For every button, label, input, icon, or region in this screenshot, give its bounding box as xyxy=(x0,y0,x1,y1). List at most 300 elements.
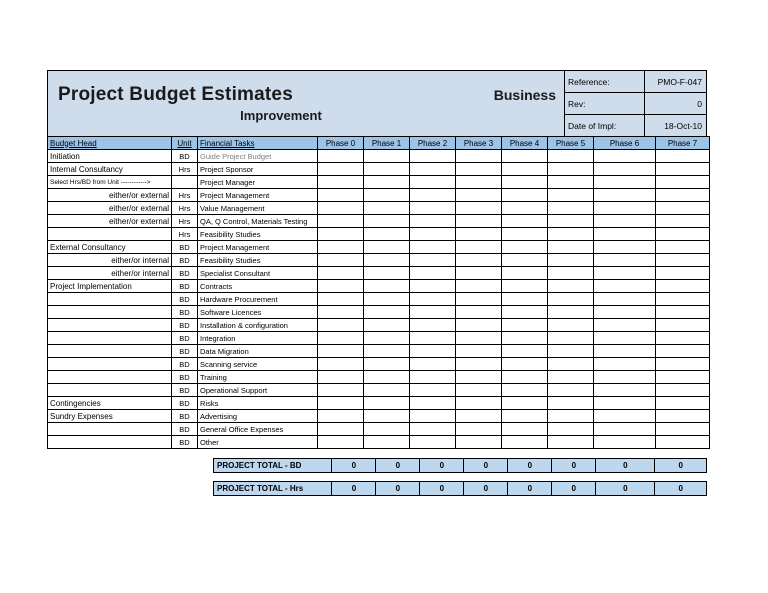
table-row xyxy=(48,319,710,332)
cell-phase-7-row-5[interactable] xyxy=(656,215,710,228)
cell-phase-2-row-12[interactable] xyxy=(410,306,456,319)
cell-phase-3-row-16[interactable] xyxy=(456,358,502,371)
cell-phase-7-row-9[interactable] xyxy=(656,267,710,280)
cell-phase-4-row-8[interactable] xyxy=(502,254,548,267)
cell-phase-1-row-9[interactable] xyxy=(364,267,410,280)
cell-budget-head: either/or internal xyxy=(48,254,172,267)
cell-phase-2-row-20[interactable] xyxy=(410,410,456,423)
cell-financial-task: Project Manager xyxy=(198,176,318,189)
cell-phase-3-row-13[interactable] xyxy=(456,319,502,332)
cell-financial-task: Training xyxy=(198,371,318,384)
table-row xyxy=(48,345,710,358)
cell-phase-4-row-19[interactable] xyxy=(502,397,548,410)
meta-label-reference: Reference: xyxy=(568,76,610,87)
totals-value-phase-0: 0 xyxy=(332,459,376,473)
cell-phase-3-row-9[interactable] xyxy=(456,267,502,280)
column-header-financial-tasks: Financial Tasks xyxy=(198,137,318,150)
cell-phase-4-row-14[interactable] xyxy=(502,332,548,345)
totals-row xyxy=(214,482,707,496)
totals-value-phase-4: 0 xyxy=(508,482,552,496)
cell-phase-0-row-20[interactable] xyxy=(318,410,364,423)
cell-financial-task: Specialist Consultant xyxy=(198,267,318,280)
cell-unit: BD xyxy=(172,423,198,436)
cell-phase-2-row-16[interactable] xyxy=(410,358,456,371)
cell-phase-5-row-22[interactable] xyxy=(548,436,594,449)
cell-phase-2-row-14[interactable] xyxy=(410,332,456,345)
column-header-budget-head: Budget Head xyxy=(48,137,172,150)
table-row xyxy=(48,267,710,280)
cell-budget-head xyxy=(48,228,172,241)
cell-phase-6-row-20[interactable] xyxy=(594,410,656,423)
budget-table-header-row xyxy=(48,137,710,150)
column-header-phase-1: Phase 1 xyxy=(364,137,410,150)
cell-budget-head: Select Hrs/BD from Unit ------------> xyxy=(48,176,172,189)
cell-unit xyxy=(172,176,198,189)
cell-phase-0-row-12[interactable] xyxy=(318,306,364,319)
table-row xyxy=(48,423,710,436)
totals-row xyxy=(214,459,707,473)
cell-phase-7-row-4[interactable] xyxy=(656,202,710,215)
cell-phase-2-row-18[interactable] xyxy=(410,384,456,397)
cell-phase-0-row-0[interactable] xyxy=(318,150,364,163)
cell-phase-3-row-4[interactable] xyxy=(456,202,502,215)
cell-phase-4-row-18[interactable] xyxy=(502,384,548,397)
cell-phase-6-row-22[interactable] xyxy=(594,436,656,449)
cell-phase-4-row-17[interactable] xyxy=(502,371,548,384)
cell-phase-2-row-8[interactable] xyxy=(410,254,456,267)
column-header-phase-3: Phase 3 xyxy=(456,137,502,150)
cell-unit: Hrs xyxy=(172,215,198,228)
column-header-phase-2: Phase 2 xyxy=(410,137,456,150)
cell-financial-task: Hardware Procurement xyxy=(198,293,318,306)
cell-unit: BD xyxy=(172,410,198,423)
table-row xyxy=(48,332,710,345)
cell-phase-3-row-20[interactable] xyxy=(456,410,502,423)
title-band xyxy=(47,70,707,136)
cell-unit: BD xyxy=(172,280,198,293)
cell-budget-head xyxy=(48,332,172,345)
cell-phase-3-row-5[interactable] xyxy=(456,215,502,228)
cell-phase-2-row-17[interactable] xyxy=(410,371,456,384)
cell-financial-task: General Office Expenses xyxy=(198,423,318,436)
cell-phase-3-row-19[interactable] xyxy=(456,397,502,410)
cell-phase-1-row-7[interactable] xyxy=(364,241,410,254)
cell-phase-1-row-10[interactable] xyxy=(364,280,410,293)
cell-phase-6-row-12[interactable] xyxy=(594,306,656,319)
cell-phase-6-row-1[interactable] xyxy=(594,163,656,176)
budget-table xyxy=(47,136,710,449)
totals-value-phase-5: 0 xyxy=(552,482,596,496)
cell-phase-5-row-2[interactable] xyxy=(548,176,594,189)
cell-phase-6-row-0[interactable] xyxy=(594,150,656,163)
cell-phase-4-row-21[interactable] xyxy=(502,423,548,436)
cell-budget-head: either/or internal xyxy=(48,267,172,280)
cell-phase-2-row-19[interactable] xyxy=(410,397,456,410)
cell-phase-5-row-4[interactable] xyxy=(548,202,594,215)
cell-phase-7-row-22[interactable] xyxy=(656,436,710,449)
cell-phase-1-row-4[interactable] xyxy=(364,202,410,215)
cell-financial-task: Scanning service xyxy=(198,358,318,371)
cell-phase-1-row-5[interactable] xyxy=(364,215,410,228)
column-header-phase-6: Phase 6 xyxy=(594,137,656,150)
cell-phase-2-row-2[interactable] xyxy=(410,176,456,189)
table-row xyxy=(48,306,710,319)
cell-phase-1-row-2[interactable] xyxy=(364,176,410,189)
totals-label: PROJECT TOTAL - BD xyxy=(214,459,332,473)
cell-phase-5-row-0[interactable] xyxy=(548,150,594,163)
cell-phase-0-row-3[interactable] xyxy=(318,189,364,202)
cell-phase-1-row-18[interactable] xyxy=(364,384,410,397)
cell-unit: Hrs xyxy=(172,163,198,176)
cell-unit: BD xyxy=(172,241,198,254)
cell-phase-5-row-15[interactable] xyxy=(548,345,594,358)
cell-phase-0-row-4[interactable] xyxy=(318,202,364,215)
cell-phase-1-row-0[interactable] xyxy=(364,150,410,163)
cell-unit: BD xyxy=(172,371,198,384)
budget-sheet xyxy=(47,70,707,496)
column-header-unit: Unit xyxy=(172,137,198,150)
cell-phase-6-row-15[interactable] xyxy=(594,345,656,358)
cell-phase-5-row-12[interactable] xyxy=(548,306,594,319)
totals-value-phase-3: 0 xyxy=(464,482,508,496)
cell-phase-7-row-19[interactable] xyxy=(656,397,710,410)
table-row xyxy=(48,228,710,241)
table-row xyxy=(48,215,710,228)
cell-financial-task: Risks xyxy=(198,397,318,410)
cell-phase-0-row-5[interactable] xyxy=(318,215,364,228)
cell-phase-4-row-12[interactable] xyxy=(502,306,548,319)
cell-phase-7-row-8[interactable] xyxy=(656,254,710,267)
cell-phase-1-row-21[interactable] xyxy=(364,423,410,436)
cell-budget-head xyxy=(48,293,172,306)
totals-section xyxy=(47,458,707,496)
totals-value-phase-4: 0 xyxy=(508,459,552,473)
cell-financial-task: Feasibility Studies xyxy=(198,254,318,267)
cell-phase-7-row-6[interactable] xyxy=(656,228,710,241)
cell-phase-7-row-10[interactable] xyxy=(656,280,710,293)
cell-phase-5-row-6[interactable] xyxy=(548,228,594,241)
cell-phase-2-row-10[interactable] xyxy=(410,280,456,293)
cell-phase-4-row-15[interactable] xyxy=(502,345,548,358)
cell-phase-6-row-21[interactable] xyxy=(594,423,656,436)
cell-budget-head xyxy=(48,436,172,449)
cell-phase-2-row-6[interactable] xyxy=(410,228,456,241)
cell-phase-3-row-1[interactable] xyxy=(456,163,502,176)
cell-phase-5-row-19[interactable] xyxy=(548,397,594,410)
totals-value-phase-2: 0 xyxy=(420,459,464,473)
cell-unit: BD xyxy=(172,332,198,345)
cell-financial-task: Project Management xyxy=(198,189,318,202)
cell-phase-0-row-16[interactable] xyxy=(318,358,364,371)
cell-phase-2-row-21[interactable] xyxy=(410,423,456,436)
cell-phase-4-row-6[interactable] xyxy=(502,228,548,241)
cell-phase-1-row-19[interactable] xyxy=(364,397,410,410)
table-row xyxy=(48,436,710,449)
cell-phase-1-row-17[interactable] xyxy=(364,371,410,384)
totals-table-hrs xyxy=(213,481,707,496)
cell-phase-1-row-16[interactable] xyxy=(364,358,410,371)
cell-phase-6-row-5[interactable] xyxy=(594,215,656,228)
cell-phase-6-row-19[interactable] xyxy=(594,397,656,410)
cell-phase-7-row-3[interactable] xyxy=(656,189,710,202)
cell-unit: BD xyxy=(172,436,198,449)
cell-financial-task: Other xyxy=(198,436,318,449)
cell-budget-head: External Consultancy xyxy=(48,241,172,254)
cell-phase-4-row-4[interactable] xyxy=(502,202,548,215)
cell-phase-1-row-12[interactable] xyxy=(364,306,410,319)
cell-phase-1-row-8[interactable] xyxy=(364,254,410,267)
cell-phase-7-row-11[interactable] xyxy=(656,293,710,306)
cell-phase-5-row-1[interactable] xyxy=(548,163,594,176)
cell-phase-7-row-2[interactable] xyxy=(656,176,710,189)
cell-phase-6-row-17[interactable] xyxy=(594,371,656,384)
cell-unit: BD xyxy=(172,306,198,319)
cell-phase-4-row-22[interactable] xyxy=(502,436,548,449)
cell-unit: BD xyxy=(172,345,198,358)
cell-unit: Hrs xyxy=(172,189,198,202)
document-meta xyxy=(564,71,706,136)
table-row xyxy=(48,280,710,293)
cell-phase-0-row-9[interactable] xyxy=(318,267,364,280)
cell-phase-1-row-15[interactable] xyxy=(364,345,410,358)
cell-phase-6-row-16[interactable] xyxy=(594,358,656,371)
cell-phase-0-row-13[interactable] xyxy=(318,319,364,332)
column-header-phase-0: Phase 0 xyxy=(318,137,364,150)
cell-phase-0-row-22[interactable] xyxy=(318,436,364,449)
cell-unit: BD xyxy=(172,358,198,371)
cell-phase-6-row-10[interactable] xyxy=(594,280,656,293)
cell-budget-head xyxy=(48,345,172,358)
cell-phase-7-row-13[interactable] xyxy=(656,319,710,332)
cell-phase-7-row-20[interactable] xyxy=(656,410,710,423)
cell-phase-2-row-7[interactable] xyxy=(410,241,456,254)
cell-phase-7-row-0[interactable] xyxy=(656,150,710,163)
cell-phase-6-row-18[interactable] xyxy=(594,384,656,397)
cell-phase-0-row-21[interactable] xyxy=(318,423,364,436)
cell-phase-1-row-11[interactable] xyxy=(364,293,410,306)
totals-label: PROJECT TOTAL - Hrs xyxy=(214,482,332,496)
cell-phase-7-row-1[interactable] xyxy=(656,163,710,176)
cell-financial-task: Project Sponsor xyxy=(198,163,318,176)
cell-budget-head xyxy=(48,358,172,371)
cell-budget-head xyxy=(48,306,172,319)
cell-phase-2-row-22[interactable] xyxy=(410,436,456,449)
cell-phase-6-row-6[interactable] xyxy=(594,228,656,241)
cell-phase-5-row-18[interactable] xyxy=(548,384,594,397)
cell-phase-6-row-4[interactable] xyxy=(594,202,656,215)
cell-phase-3-row-22[interactable] xyxy=(456,436,502,449)
table-row xyxy=(48,176,710,189)
cell-phase-7-row-18[interactable] xyxy=(656,384,710,397)
table-row xyxy=(48,241,710,254)
cell-phase-3-row-18[interactable] xyxy=(456,384,502,397)
cell-financial-task: Project Management xyxy=(198,241,318,254)
cell-phase-0-row-19[interactable] xyxy=(318,397,364,410)
cell-phase-7-row-14[interactable] xyxy=(656,332,710,345)
totals-value-phase-6: 0 xyxy=(596,482,655,496)
cell-budget-head: Project Implementation xyxy=(48,280,172,293)
cell-phase-4-row-0[interactable] xyxy=(502,150,548,163)
totals-table-bd xyxy=(213,458,707,473)
cell-phase-6-row-8[interactable] xyxy=(594,254,656,267)
cell-phase-4-row-7[interactable] xyxy=(502,241,548,254)
cell-financial-task: Installation & configuration xyxy=(198,319,318,332)
cell-unit: BD xyxy=(172,319,198,332)
cell-financial-task: Software Licences xyxy=(198,306,318,319)
cell-phase-0-row-15[interactable] xyxy=(318,345,364,358)
cell-phase-3-row-7[interactable] xyxy=(456,241,502,254)
cell-phase-7-row-16[interactable] xyxy=(656,358,710,371)
cell-phase-5-row-17[interactable] xyxy=(548,371,594,384)
cell-phase-4-row-9[interactable] xyxy=(502,267,548,280)
cell-phase-3-row-21[interactable] xyxy=(456,423,502,436)
meta-label-date-of-impl: Date of Impl: xyxy=(568,120,617,131)
cell-phase-1-row-14[interactable] xyxy=(364,332,410,345)
cell-phase-3-row-6[interactable] xyxy=(456,228,502,241)
cell-phase-6-row-3[interactable] xyxy=(594,189,656,202)
cell-phase-5-row-14[interactable] xyxy=(548,332,594,345)
cell-phase-5-row-8[interactable] xyxy=(548,254,594,267)
cell-phase-3-row-0[interactable] xyxy=(456,150,502,163)
title-main xyxy=(48,71,564,136)
cell-phase-0-row-8[interactable] xyxy=(318,254,364,267)
cell-phase-4-row-10[interactable] xyxy=(502,280,548,293)
cell-budget-head: either/or external xyxy=(48,215,172,228)
cell-phase-1-row-20[interactable] xyxy=(364,410,410,423)
cell-phase-6-row-14[interactable] xyxy=(594,332,656,345)
cell-phase-2-row-5[interactable] xyxy=(410,215,456,228)
cell-phase-4-row-13[interactable] xyxy=(502,319,548,332)
budget-table-body xyxy=(48,137,710,449)
cell-phase-4-row-1[interactable] xyxy=(502,163,548,176)
cell-phase-4-row-3[interactable] xyxy=(502,189,548,202)
totals-value-phase-1: 0 xyxy=(376,459,420,473)
cell-phase-3-row-17[interactable] xyxy=(456,371,502,384)
cell-phase-4-row-11[interactable] xyxy=(502,293,548,306)
cell-phase-0-row-11[interactable] xyxy=(318,293,364,306)
cell-phase-4-row-5[interactable] xyxy=(502,215,548,228)
cell-phase-2-row-11[interactable] xyxy=(410,293,456,306)
cell-phase-0-row-14[interactable] xyxy=(318,332,364,345)
cell-phase-7-row-7[interactable] xyxy=(656,241,710,254)
cell-phase-6-row-13[interactable] xyxy=(594,319,656,332)
cell-budget-head: Internal Consultancy xyxy=(48,163,172,176)
cell-phase-5-row-21[interactable] xyxy=(548,423,594,436)
cell-phase-3-row-15[interactable] xyxy=(456,345,502,358)
cell-unit: Hrs xyxy=(172,202,198,215)
cell-budget-head xyxy=(48,319,172,332)
cell-phase-7-row-15[interactable] xyxy=(656,345,710,358)
cell-financial-task: Operational Support xyxy=(198,384,318,397)
cell-financial-task: Advertising xyxy=(198,410,318,423)
cell-financial-task: Value Management xyxy=(198,202,318,215)
table-row xyxy=(48,384,710,397)
cell-phase-2-row-1[interactable] xyxy=(410,163,456,176)
cell-phase-3-row-3[interactable] xyxy=(456,189,502,202)
cell-phase-5-row-10[interactable] xyxy=(548,280,594,293)
cell-phase-2-row-15[interactable] xyxy=(410,345,456,358)
cell-phase-0-row-2[interactable] xyxy=(318,176,364,189)
cell-phase-2-row-0[interactable] xyxy=(410,150,456,163)
cell-phase-5-row-5[interactable] xyxy=(548,215,594,228)
cell-phase-7-row-12[interactable] xyxy=(656,306,710,319)
column-header-phase-5: Phase 5 xyxy=(548,137,594,150)
meta-value-date-of-impl: 18-Oct-10 xyxy=(644,115,706,136)
cell-phase-0-row-10[interactable] xyxy=(318,280,364,293)
cell-phase-6-row-7[interactable] xyxy=(594,241,656,254)
cell-phase-5-row-7[interactable] xyxy=(548,241,594,254)
cell-phase-5-row-11[interactable] xyxy=(548,293,594,306)
cell-unit: BD xyxy=(172,150,198,163)
cell-phase-5-row-20[interactable] xyxy=(548,410,594,423)
meta-row-reference xyxy=(565,71,706,93)
cell-phase-6-row-9[interactable] xyxy=(594,267,656,280)
cell-phase-1-row-13[interactable] xyxy=(364,319,410,332)
cell-phase-7-row-21[interactable] xyxy=(656,423,710,436)
cell-phase-5-row-9[interactable] xyxy=(548,267,594,280)
cell-phase-1-row-1[interactable] xyxy=(364,163,410,176)
table-row xyxy=(48,358,710,371)
cell-phase-2-row-9[interactable] xyxy=(410,267,456,280)
cell-phase-5-row-13[interactable] xyxy=(548,319,594,332)
cell-phase-0-row-1[interactable] xyxy=(318,163,364,176)
cell-phase-3-row-8[interactable] xyxy=(456,254,502,267)
cell-phase-3-row-10[interactable] xyxy=(456,280,502,293)
cell-phase-7-row-17[interactable] xyxy=(656,371,710,384)
cell-phase-0-row-6[interactable] xyxy=(318,228,364,241)
cell-phase-3-row-11[interactable] xyxy=(456,293,502,306)
cell-phase-5-row-3[interactable] xyxy=(548,189,594,202)
cell-phase-5-row-16[interactable] xyxy=(548,358,594,371)
cell-phase-0-row-18[interactable] xyxy=(318,384,364,397)
cell-phase-2-row-3[interactable] xyxy=(410,189,456,202)
table-row xyxy=(48,371,710,384)
cell-phase-0-row-17[interactable] xyxy=(318,371,364,384)
meta-value-rev: 0 xyxy=(644,93,706,114)
cell-unit: BD xyxy=(172,384,198,397)
cell-unit: BD xyxy=(172,267,198,280)
table-row xyxy=(48,189,710,202)
cell-phase-6-row-11[interactable] xyxy=(594,293,656,306)
cell-unit: BD xyxy=(172,293,198,306)
totals-value-phase-1: 0 xyxy=(376,482,420,496)
cell-phase-0-row-7[interactable] xyxy=(318,241,364,254)
cell-phase-1-row-3[interactable] xyxy=(364,189,410,202)
totals-value-phase-7: 0 xyxy=(655,459,707,473)
cell-phase-1-row-6[interactable] xyxy=(364,228,410,241)
page-title: Project Budget Estimates xyxy=(58,84,293,105)
cell-financial-task: Integration xyxy=(198,332,318,345)
cell-phase-4-row-2[interactable] xyxy=(502,176,548,189)
totals-value-phase-7: 0 xyxy=(655,482,707,496)
cell-budget-head: Sundry Expenses xyxy=(48,410,172,423)
cell-phase-3-row-2[interactable] xyxy=(456,176,502,189)
cell-phase-4-row-20[interactable] xyxy=(502,410,548,423)
cell-phase-1-row-22[interactable] xyxy=(364,436,410,449)
meta-row-rev xyxy=(565,93,706,115)
cell-phase-2-row-13[interactable] xyxy=(410,319,456,332)
page-subtitle: Improvement xyxy=(240,108,322,123)
cell-unit: BD xyxy=(172,397,198,410)
cell-phase-2-row-4[interactable] xyxy=(410,202,456,215)
cell-phase-4-row-16[interactable] xyxy=(502,358,548,371)
business-label: Business xyxy=(493,87,556,103)
cell-phase-3-row-12[interactable] xyxy=(456,306,502,319)
cell-phase-6-row-2[interactable] xyxy=(594,176,656,189)
table-row xyxy=(48,202,710,215)
cell-phase-3-row-14[interactable] xyxy=(456,332,502,345)
totals-value-phase-3: 0 xyxy=(464,459,508,473)
